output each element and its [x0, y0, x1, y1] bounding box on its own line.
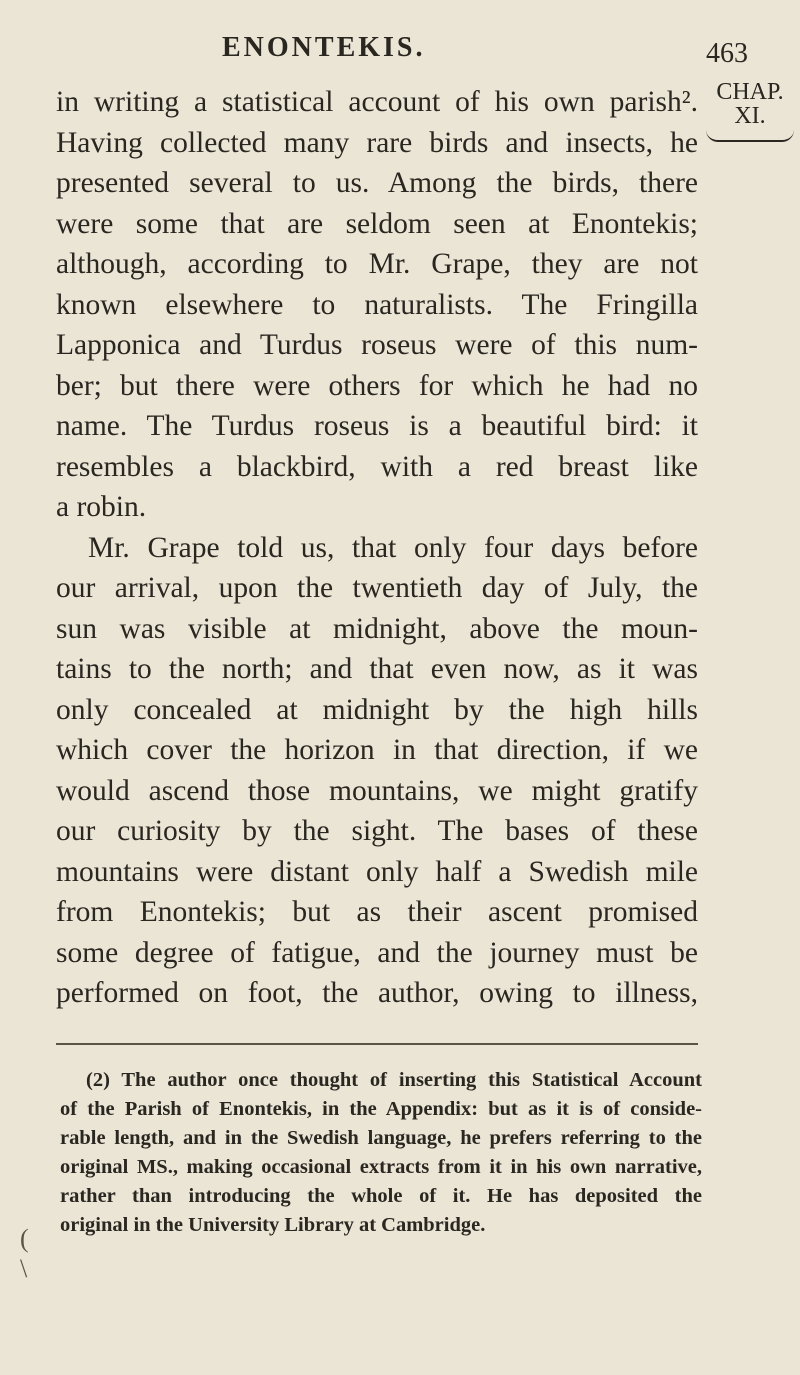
- text-line: were some that are seldom seen at Enontekis;: [56, 207, 698, 240]
- text-line: from Enontekis; but as their ascent promised: [56, 896, 698, 928]
- text-line: mountains were distant only half a Swedish mile: [56, 855, 698, 888]
- text-line: performed on foot, the author, owing to illness,: [56, 977, 698, 1009]
- margin-bracket-icon: ( \: [20, 1224, 29, 1283]
- main-text: [56, 82, 698, 1014]
- text-line: Lapponica and Turdus roseus were of this num-: [56, 329, 698, 361]
- text-line: only concealed at midnight by the high hills: [56, 693, 698, 726]
- running-head: ENONTEKIS.: [222, 32, 426, 63]
- text-line: known elsewhere to naturalists. The Fringilla: [56, 288, 698, 321]
- text-line: some degree of fatigue, and the journey must be: [56, 936, 698, 969]
- text-line: a robin.: [56, 491, 147, 523]
- text-line: tains to the north; and that even now, as it was: [56, 653, 698, 685]
- text-line: would ascend those mountains, we might gratify: [56, 774, 698, 807]
- brace-icon: [706, 130, 794, 142]
- text-line: sun was visible at midnight, above the moun-: [56, 612, 698, 645]
- footnote-line: rather than introducing the whole of it. He has deposited the: [60, 1185, 702, 1207]
- footnote-line: original MS., making occasional extracts from it in his own narrative,: [60, 1156, 702, 1178]
- footnote-line: rable length, and in the Swedish language, he prefers referring to the: [60, 1127, 702, 1149]
- footnote: [60, 1066, 702, 1240]
- text-line: our curiosity by the sight. The bases of these: [56, 815, 698, 847]
- text-line: Having collected many rare birds and insects, he: [56, 126, 698, 159]
- footnote-divider: [56, 1043, 698, 1045]
- text-line: resembles a blackbird, with a red breast like: [56, 450, 698, 483]
- page-number: 463: [706, 38, 748, 69]
- footnote-line: original in the University Library at Cambridge.: [60, 1214, 486, 1236]
- footnote-line: of the Parish of Enontekis, in the Appendix: but as it is of conside-: [60, 1098, 702, 1120]
- chapter-number: XI.: [734, 103, 766, 129]
- text-line: our arrival, upon the twentieth day of July, the: [56, 572, 698, 604]
- text-line: Mr. Grape told us, that only four days before: [88, 531, 698, 564]
- text-line: ber; but there were others for which he had no: [56, 369, 698, 402]
- text-line: presented several to us. Among the birds, there: [56, 167, 698, 199]
- text-line: although, according to Mr. Grape, they are not: [56, 248, 698, 280]
- chapter-marker: [706, 80, 794, 142]
- footnote-line: (2) The author once thought of inserting this Statistical Account: [86, 1069, 702, 1091]
- text-line: which cover the horizon in that direction, if we: [56, 734, 698, 766]
- chapter-label: CHAP.: [716, 79, 784, 105]
- text-line: name. The Turdus roseus is a beautiful bird: it: [56, 410, 698, 442]
- text-line: in writing a statistical account of his own parish².: [56, 86, 698, 118]
